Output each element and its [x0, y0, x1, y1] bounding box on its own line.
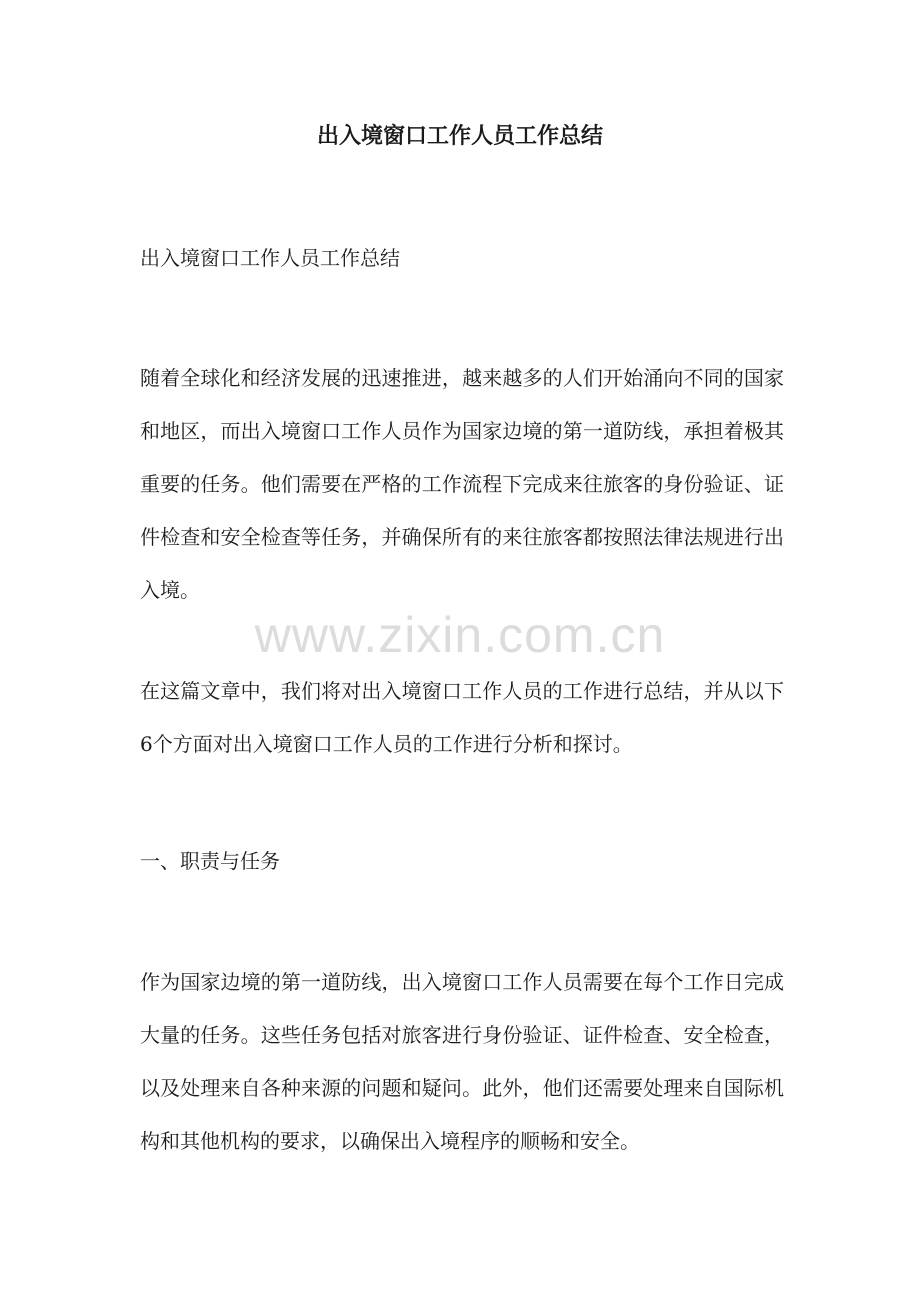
paragraph-overview: 在这篇文章中，我们将对出入境窗口工作人员的工作进行总结，并从以下6个方面对出入境窗口工作人员的工作进行分析和探讨。	[140, 679, 784, 756]
paragraph-intro: 随着全球化和经济发展的迅速推进，越来越多的人们开始涌向不同的国家和地区，而出入境窗口工作人员作为国家边境的第一道防线，承担着极其重要的任务。他们需要在严格的工作流程下完成来往旅客的身份验证、证件检查和安全检查等任务，并确保所有的来往旅客都按照法律法规进行出入境。	[140, 366, 784, 602]
section-heading-duties: 一、职责与任务	[140, 849, 280, 873]
document-title: 出入境窗口工作人员工作总结	[316, 123, 603, 149]
document-subtitle: 出入境窗口工作人员工作总结	[140, 246, 400, 270]
paragraph-duties: 作为国家边境的第一道防线，出入境窗口工作人员需要在每个工作日完成大量的任务。这些任务包括对旅客进行身份验证、证件检查、安全检查，以及处理来自各种来源的问题和疑问。此外，他们还需要处理来自国际机构和其他机构的要求，以确保出入境程序的顺畅和安全。	[140, 970, 784, 1153]
watermark-text: www.zixin.com.cn	[254, 607, 666, 663]
